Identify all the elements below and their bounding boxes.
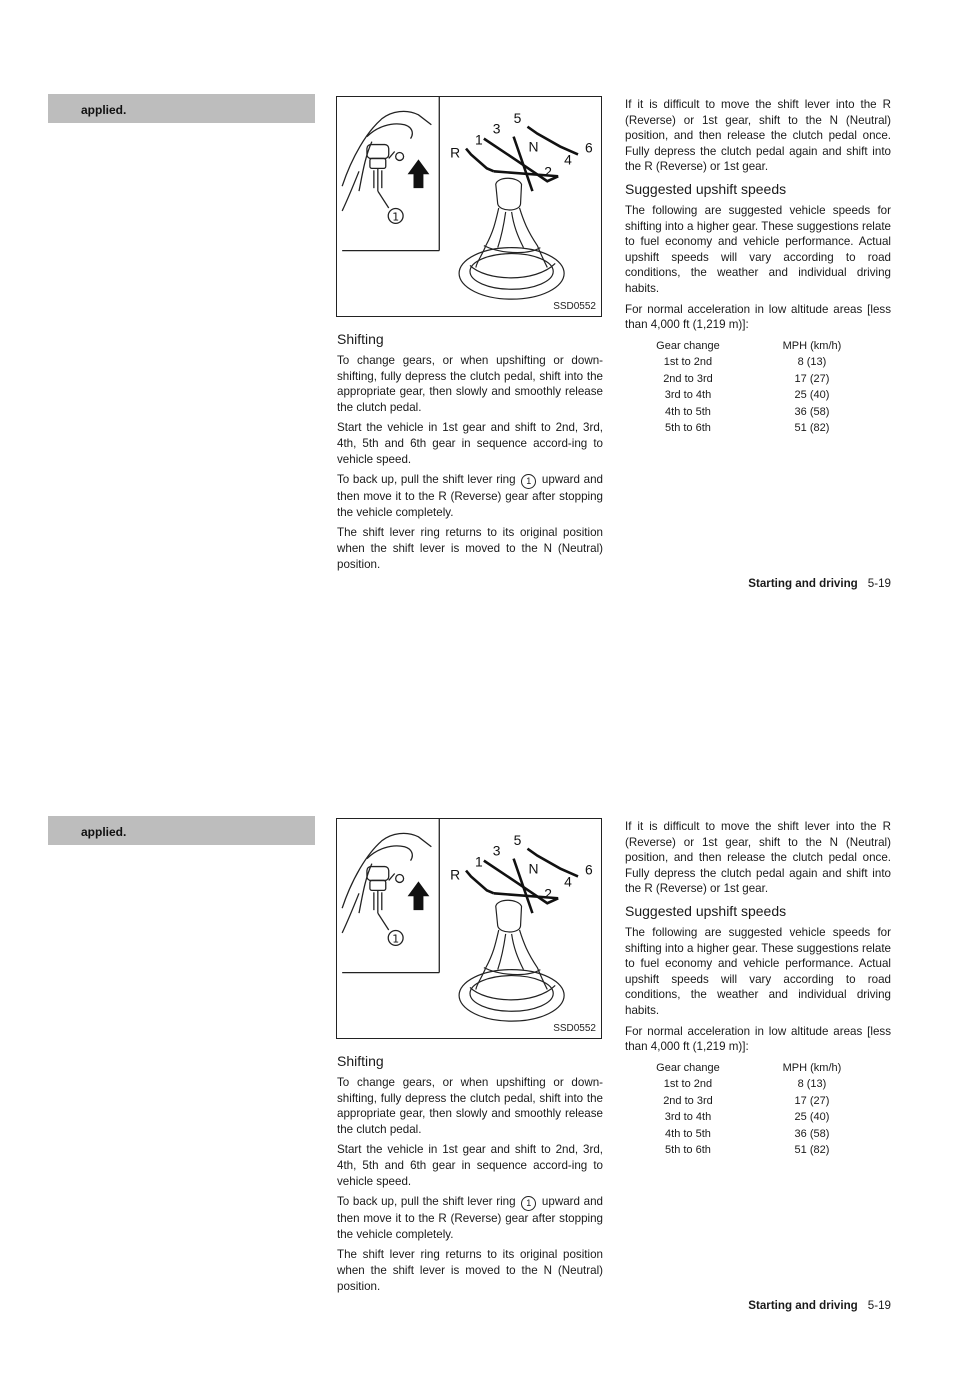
ring-marker-icon: 1: [521, 474, 536, 489]
table-row: [643, 371, 891, 388]
gear-change-cell: 2nd to 3rd: [663, 1094, 713, 1107]
figure-code: SSD0552: [553, 1023, 596, 1034]
speed-cell: 36 (58): [794, 405, 830, 418]
gear-label-2: 2: [544, 885, 553, 902]
shift-pattern-figure: [336, 818, 602, 1039]
upshift-paragraph-2: For normal acceleration in low altitude areas [less than 4,000 ft (1,219 m)]:: [625, 1024, 891, 1054]
table-row: [643, 1142, 891, 1159]
column-header-gear: Gear change: [656, 339, 720, 352]
reverse-paragraph: If it is difficult to move the shift lever into the R (Reverse) or 1st gear, shift to the N (Neutral) position, and then release the clutch pedal once. Fully depress the clutch pedal again and shift into the R (Reverse) or 1st gear.: [625, 98, 891, 174]
gear-change-cell: 1st to 2nd: [663, 356, 713, 369]
shift-pattern-figure: [336, 96, 602, 317]
upshift-column: [625, 97, 891, 437]
gear-label-1: 1: [474, 853, 483, 870]
gear-label-4: 4: [564, 151, 572, 168]
footer-page-number: 5-19: [867, 1299, 891, 1312]
footer-page-number: 5-19: [867, 577, 891, 590]
upshift-speed-table: [643, 1060, 891, 1159]
gear-label-6: 6: [584, 861, 593, 878]
speed-cell: 36 (58): [794, 1127, 830, 1140]
speed-cell: 8 (13): [797, 356, 827, 369]
gear-label-2: 2: [544, 163, 553, 180]
shift-knob-drawing: [459, 900, 564, 1021]
shifting-paragraph-1: To change gears, or when upshifting or down-shifting, fully depress the clutch pedal, shift into the appropriate gear, then slowly and smoothly release the clutch pedal.: [337, 354, 603, 414]
svg-text:1: 1: [392, 932, 400, 946]
table-row: [643, 387, 891, 404]
upshift-column: [625, 819, 891, 1159]
speed-cell: 51 (82): [794, 1144, 830, 1157]
gear-label-r: R: [450, 866, 461, 883]
table-row: [643, 1109, 891, 1126]
table-header-row: [643, 1060, 891, 1077]
ring-callout: [388, 930, 403, 945]
shifting-paragraph-3-end: upward and then move it to the R (Reverse) gear after stopping the vehicle completely.: [337, 1195, 603, 1241]
ring-marker-icon: 1: [521, 1196, 536, 1211]
upshift-heading: Suggested upshift speeds: [625, 180, 787, 197]
speed-cell: 25 (40): [794, 1111, 830, 1124]
shifting-paragraph-2: Start the vehicle in 1st gear and shift to 2nd, 3rd, 4th, 5th and 6th gear in sequence accord-ing to vehicle speed.: [337, 1143, 603, 1188]
figure-code: SSD0552: [553, 301, 596, 312]
up-arrow-icon: [408, 881, 430, 910]
table-header-row: [643, 338, 891, 355]
shifting-heading: Shifting: [337, 1053, 384, 1069]
up-arrow-icon: [408, 159, 430, 188]
shifting-paragraph-3: [337, 472, 603, 520]
table-row: [643, 354, 891, 371]
table-row: [643, 1076, 891, 1093]
manual-page-top: [0, 0, 954, 675]
gear-pattern: [466, 127, 578, 191]
reverse-paragraph: If it is difficult to move the shift lever into the R (Reverse) or 1st gear, shift to the N (Neutral) position, and then release the clutch pedal once. Fully depress the clutch pedal again and shift into the R (Reverse) or 1st gear.: [625, 820, 891, 896]
gear-change-cell: 4th to 5th: [665, 405, 711, 418]
upshift-paragraph-2: For normal acceleration in low altitude areas [less than 4,000 ft (1,219 m)]:: [625, 302, 891, 332]
column-header-speed: MPH (km/h): [782, 339, 842, 352]
speed-cell: 51 (82): [794, 422, 830, 435]
gear-label-5: 5: [513, 109, 522, 126]
svg-text:1: 1: [392, 210, 400, 224]
banner-text: applied.: [81, 825, 127, 839]
shifting-paragraph-3-start: To back up, pull the shift lever ring: [337, 1195, 516, 1209]
shifting-paragraph-2: Start the vehicle in 1st gear and shift to 2nd, 3rd, 4th, 5th and 6th gear in sequence accord-ing to vehicle speed.: [337, 421, 603, 466]
shifting-paragraph-3: [337, 1194, 603, 1242]
page-footer: [748, 577, 891, 590]
gear-change-cell: 1st to 2nd: [663, 1078, 713, 1091]
gear-label-1: 1: [474, 131, 483, 148]
table-row: [643, 404, 891, 421]
gear-label-n: N: [528, 138, 539, 155]
column-header-speed: MPH (km/h): [782, 1061, 842, 1074]
shifting-column: [337, 1052, 603, 1299]
gear-label-4: 4: [564, 873, 572, 890]
upshift-paragraph-1: The following are suggested vehicle speeds for shifting into a higher gear. These suggestions relate to fuel economy and vehicle performance. Actual upshift speeds will vary according to road conditions, the weather and individual driving habits.: [625, 925, 891, 1017]
speed-cell: 17 (27): [794, 1094, 830, 1107]
section-banner: [48, 94, 315, 123]
gear-label-n: N: [528, 860, 539, 877]
manual-page-bottom: [0, 722, 954, 1397]
speed-cell: 17 (27): [794, 372, 830, 385]
gear-label-3: 3: [492, 842, 501, 859]
ring-callout: [388, 208, 403, 223]
column-header-gear: Gear change: [656, 1061, 720, 1074]
table-row: [643, 420, 891, 437]
shift-lever-illustration: [337, 819, 601, 1038]
footer-section-title: Starting and driving: [748, 1299, 858, 1312]
table-row: [643, 1126, 891, 1143]
upshift-paragraph-1: The following are suggested vehicle speeds for shifting into a higher gear. These suggestions relate to fuel economy and vehicle performance. Actual upshift speeds will vary according to road conditions, the weather and individual driving habits.: [625, 203, 891, 295]
gear-pattern: [466, 849, 578, 913]
gear-label-5: 5: [513, 831, 522, 848]
shifting-paragraph-3-end: upward and then move it to the R (Reverse) gear after stopping the vehicle completely.: [337, 473, 603, 519]
gear-change-cell: 5th to 6th: [665, 422, 711, 435]
shift-knob-drawing: [459, 178, 564, 299]
gear-change-cell: 3rd to 4th: [664, 389, 712, 402]
upshift-heading: Suggested upshift speeds: [625, 902, 787, 919]
footer-section-title: Starting and driving: [748, 577, 858, 590]
gear-change-cell: 5th to 6th: [665, 1144, 711, 1157]
table-row: [643, 1093, 891, 1110]
page-footer: [748, 1299, 891, 1312]
upshift-speed-table: [643, 338, 891, 437]
gear-change-cell: 4th to 5th: [665, 1127, 711, 1140]
shifting-paragraph-4: The shift lever ring returns to its original position when the shift lever is moved to the N (Neutral) position.: [337, 1248, 603, 1293]
section-banner: [48, 816, 315, 845]
shifting-heading: Shifting: [337, 331, 384, 347]
speed-cell: 25 (40): [794, 389, 830, 402]
gear-label-6: 6: [584, 139, 593, 156]
speed-cell: 8 (13): [797, 1078, 827, 1091]
shift-lever-illustration: [337, 97, 601, 316]
shifting-column: [337, 330, 603, 577]
gear-change-cell: 3rd to 4th: [664, 1111, 712, 1124]
shifting-paragraph-1: To change gears, or when upshifting or down-shifting, fully depress the clutch pedal, shift into the appropriate gear, then slowly and smoothly release the clutch pedal.: [337, 1076, 603, 1136]
shifting-paragraph-4: The shift lever ring returns to its original position when the shift lever is moved to the N (Neutral) position.: [337, 526, 603, 571]
shifting-paragraph-3-start: To back up, pull the shift lever ring: [337, 473, 516, 487]
gear-label-r: R: [450, 144, 461, 161]
banner-text: applied.: [81, 103, 127, 117]
gear-change-cell: 2nd to 3rd: [663, 372, 713, 385]
gear-label-3: 3: [492, 120, 501, 137]
